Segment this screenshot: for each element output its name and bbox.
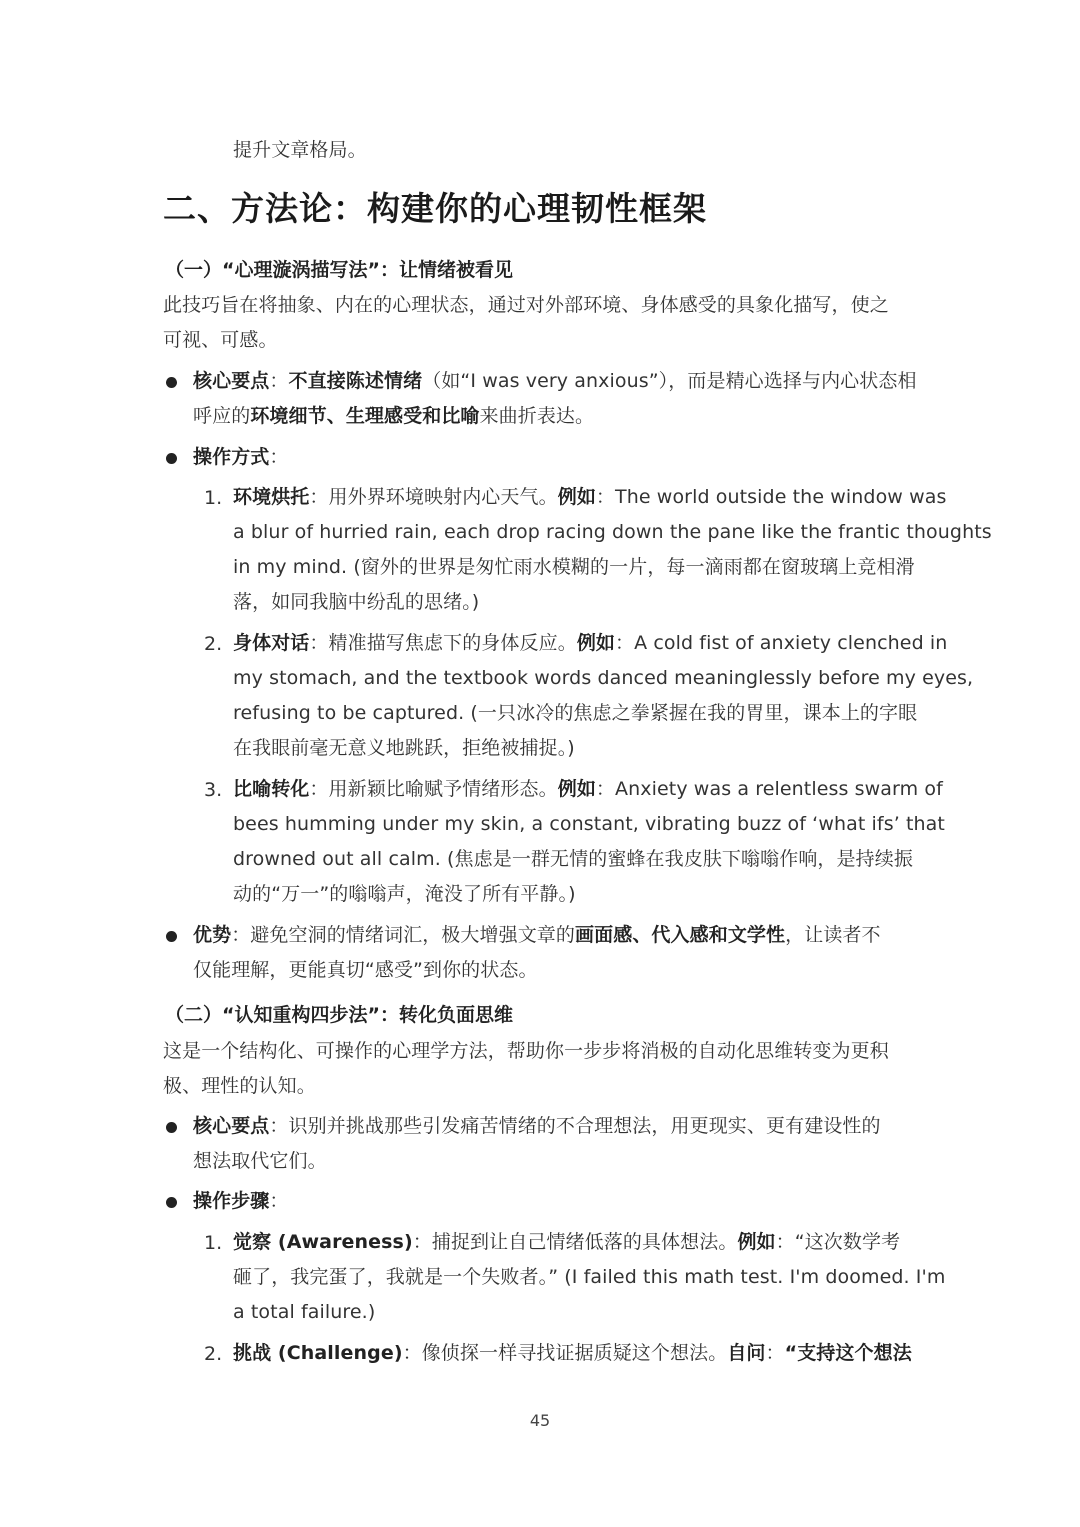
- item-title: 环境烘托: [233, 486, 310, 508]
- item2-line1: [233, 626, 947, 661]
- item2-line2: my stomach, and the textbook words danced meaninglessly before my eyes,: [233, 667, 974, 689]
- sub1-adv-line1: [193, 918, 881, 953]
- step-title: 挑战 (Challenge): [233, 1342, 403, 1364]
- bullet-icon: [166, 931, 177, 942]
- item-eg-label: 例如: [557, 778, 596, 800]
- list-number: 2.: [204, 1343, 223, 1365]
- core-bold-1: 不直接陈述情绪: [288, 370, 423, 392]
- item-eg-label: 例如: [576, 632, 616, 654]
- sub1-intro-line2: 可视、可感。: [163, 329, 278, 351]
- adv-pre: ：避免空洞的情绪词汇，极大增强文章的: [231, 924, 576, 946]
- ops-label: 操作方式: [193, 446, 270, 468]
- item3-line2: bees humming under my skin, a constant, vibrating buzz of ‘what ifs’ that: [233, 813, 945, 835]
- core-label: 核心要点: [193, 1115, 270, 1137]
- step1-line2: 砸了，我完蛋了，我就是一个失败者。” (I failed this math test. I'm doomed. I'm: [233, 1266, 946, 1288]
- step-title: 觉察 (Awareness): [233, 1231, 413, 1253]
- core-l2-post: 来曲折表达。: [479, 405, 595, 427]
- core-text: ：识别并挑战那些引发痛苦情绪的不合理想法，用更现实、更有建设性的: [269, 1115, 881, 1137]
- item3-line1: [233, 772, 943, 807]
- item1-line1: [233, 480, 946, 515]
- adv-label: 优势: [193, 924, 232, 946]
- list-number: 3.: [204, 779, 223, 801]
- step-text: ：“这次数学考: [775, 1231, 901, 1253]
- steps-label: 操作步骤: [193, 1190, 270, 1212]
- core-label: 核心要点: [193, 370, 270, 392]
- item-text: ：Anxiety was a relentless swarm of: [595, 778, 943, 800]
- sub2-intro-line1: 这是一个结构化、可操作的心理学方法，帮助你一步步将消极的自动化思维转变为更积: [163, 1040, 889, 1062]
- continuation-text: 提升文章格局。: [233, 139, 367, 161]
- step1-line3: a total failure.): [233, 1301, 376, 1323]
- step-desc: ：捕捉到让自己情绪低落的具体想法。: [412, 1231, 738, 1253]
- step-ask-label: 自问: [727, 1342, 766, 1364]
- sub2-core-line2: 想法取代它们。: [193, 1150, 327, 1172]
- sub1-intro-line1: 此技巧旨在将抽象、内在的心理状态，通过对外部环境、身体感受的具象化描写，使之: [163, 294, 889, 316]
- subsection-heading-2: （二）“认知重构四步法”：转化负面思维: [165, 1004, 513, 1026]
- item-text: ：A cold fist of anxiety clenched in: [615, 632, 948, 654]
- bullet-icon: [166, 1122, 177, 1133]
- sub1-adv-line2: 仅能理解，更能真切“感受”到你的状态。: [193, 959, 538, 981]
- item2-line4: 在我眼前毫无意义地跳跃，拒绝被捕捉。): [233, 737, 575, 759]
- step-eg-label: 例如: [737, 1231, 776, 1253]
- item1-line4: 落，如同我脑中纷乱的思绪。): [233, 591, 480, 613]
- item-desc: ：精准描写焦虑下的身体反应。: [309, 632, 577, 654]
- item2-line3: refusing to be captured. (一只冰冷的焦虑之拳紧握在我的胃里，课本上的字眼: [233, 702, 918, 724]
- item3-line3: drowned out all calm. (焦虑是一群无情的蜜蜂在我皮肤下嗡嗡作响，是持续振: [233, 848, 913, 870]
- bullet-icon: [166, 1197, 177, 1208]
- sub2-core-line1: [193, 1109, 881, 1144]
- step-colon: ：: [765, 1342, 785, 1364]
- core-bold-2: 环境细节、生理感受和比喻: [250, 405, 480, 427]
- item-title: 身体对话: [233, 632, 310, 654]
- item1-line2: a blur of hurried rain, each drop racing down the pane like the frantic thoughts: [233, 521, 992, 543]
- list-number: 2.: [204, 633, 223, 655]
- sub2-steps-line: 操作步骤：: [193, 1190, 289, 1212]
- item1-line3: in my mind. (窗外的世界是匆忙雨水模糊的一片，每一滴雨都在窗玻璃上竞相滑: [233, 556, 915, 578]
- step-bold-text: “支持这个想法: [784, 1342, 912, 1364]
- core-l2-pre: 呼应的: [193, 405, 251, 427]
- item-text: ：The world outside the window was: [595, 486, 947, 508]
- step-desc: ：像侦探一样寻找证据质疑这个想法。: [402, 1342, 728, 1364]
- item-eg-label: 例如: [557, 486, 596, 508]
- sub1-ops-line: 操作方式：: [193, 446, 289, 468]
- adv-post: ，让读者不: [785, 924, 881, 946]
- item-title: 比喻转化: [233, 778, 310, 800]
- section-title: 二、方法论：构建你的心理韧性框架: [163, 189, 707, 228]
- list-number: 1.: [204, 487, 223, 509]
- sub2-intro-line2: 极、理性的认知。: [163, 1075, 316, 1097]
- item-desc: ：用外界环境映射内心天气。: [309, 486, 558, 508]
- page-number: 45: [529, 1411, 551, 1430]
- step1-line1: [233, 1225, 900, 1260]
- list-number: 1.: [204, 1232, 223, 1254]
- sub1-core-line1: 核心要点：不直接陈述情绪（如“I was very anxious”），而是精心选择与内心状态相: [193, 370, 917, 392]
- item3-line4: 动的“万一”的嗡嗡声，淹没了所有平静。): [233, 883, 576, 905]
- bullet-icon: [166, 377, 177, 388]
- sub1-core-line2: [193, 399, 594, 434]
- item-desc: ：用新颖比喻赋予情绪形态。: [309, 778, 558, 800]
- subsection-heading-1: （一）“心理漩涡描写法”：让情绪被看见: [165, 259, 513, 281]
- adv-bold: 画面感、代入感和文学性: [575, 924, 786, 946]
- core-mid-text: （如“I was very anxious”），而是精心选择与内心状态相: [422, 370, 917, 392]
- step2-line1: [233, 1336, 912, 1371]
- bullet-icon: [166, 453, 177, 464]
